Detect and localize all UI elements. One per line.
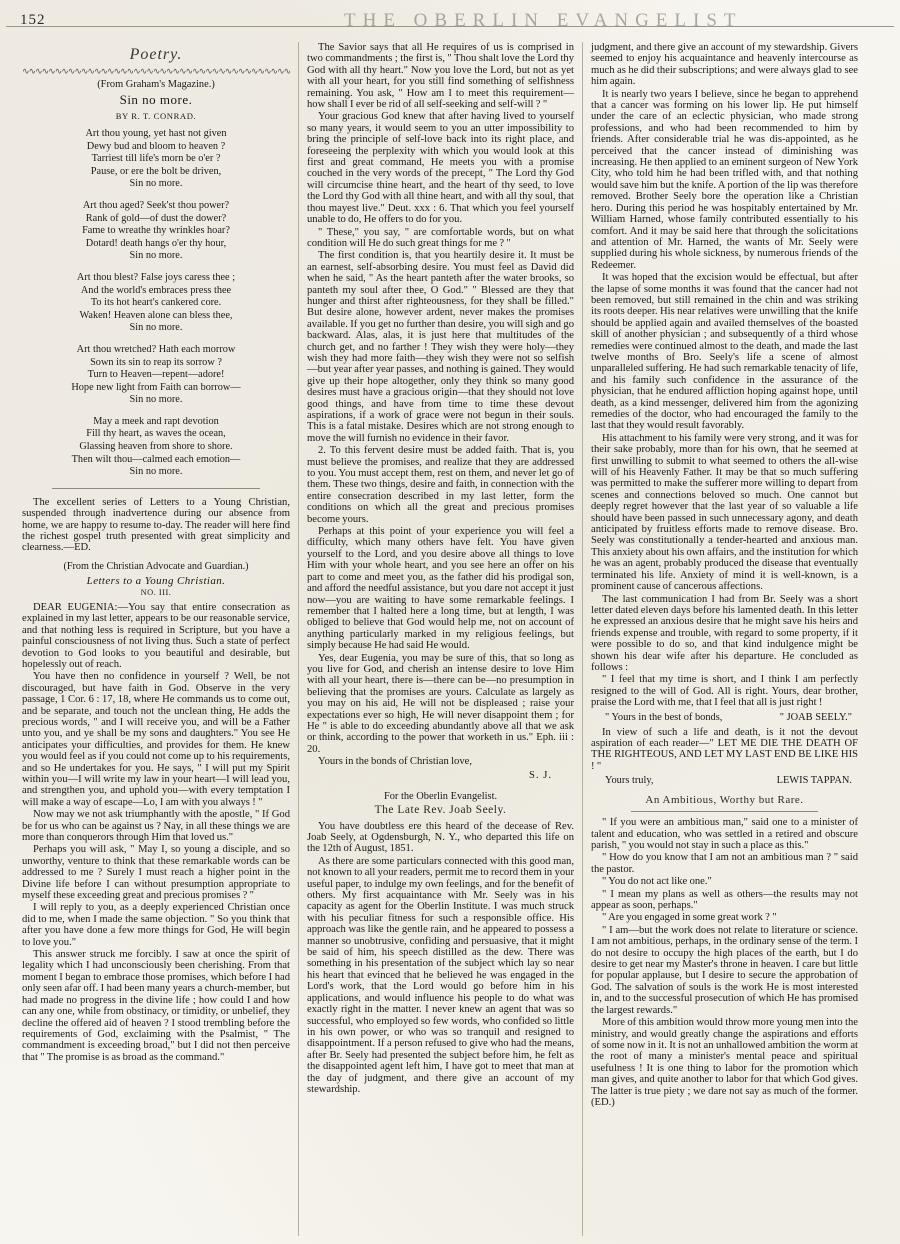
verse-line: Then wilt thou—calmed each emotion— (71, 453, 241, 465)
verse-line: Art thou young, yet hast not given (85, 128, 227, 139)
verse-line: Hope new light from Faith can borrow— (71, 381, 241, 393)
body-paragraph: In view of such a life and death, is it not the devout aspiration of each reader—" LET ME DIE THE DEATH OF THE RIGHTEOUS, AND LET MY LAST END BE LIKE HIS ! " (591, 726, 858, 772)
editorial-note (22, 497, 290, 554)
body-paragraph: DEAR EUGENIA:—You say that entire consecration as explained in my last letter, appears to be our reasonable service, and that nothing less is required in Scripture, but you have a painful consciousness of not living thus. Such a state of perfect devotion to God looks to you beautiful and desirable, but hopelessly out of reach. (22, 601, 290, 670)
verse-line: Sin no more. (129, 394, 183, 406)
letters-source: (From the Christian Advocate and Guardian.) (63, 560, 249, 572)
body-paragraph: Yes, dear Eugenia, you may be sure of this, that so long as you live for God, and cherish an intense desire to love Him with all your heart, there is—there can be—no presumption in believing that the promises are yours. Calculate as largely as you may on his aid, He will not be displeased ; raise your expectations ever so high, He will never disappoint them ; for He " is able to do exceeding abundantly above all that we ask or think, according to the power that worketh in us." Eph. iii : 20. (307, 652, 574, 755)
verse-line: Sin no more. (129, 250, 183, 262)
verse-line: Sin no more. (129, 322, 183, 334)
closing-line: Yours in the bonds of Christian love, (318, 756, 472, 768)
poem-stanza (22, 128, 290, 191)
body-paragraph: You have then no confidence in yourself ? Well, be not discouraged, but have faith in God. Observe in the very passage, 1 Cor. 6 : 17, 18, where He commands us to come out, and be separate, and touch not the unclean thing, He adds the precious words, " and I will receive you, and will be a Father unto you, and ye shall be my sons and daughters." You see He anticipates your difficulties, and provides for them. He knew you would feel as if you could not come up to his requirements, and so He undertakes for you. He says, " I will put my Spirit within you—I will write my law in your heart—I will lead you, and strengthen you, and uphold you—with every temptation I will make a way of escape—Lo, I am with you always ! " (22, 671, 290, 808)
letter-signature-right: " JOAB SEELY." (779, 711, 852, 723)
signature: S. J. (529, 769, 552, 781)
body-paragraph: This answer struck me forcibly. I saw at once the spirit of legality which I had unconsciously been cherishing. From that moment I began to embrace those promises, which before I had only seen afar off. I had been many years a church-member, but had made no progress in the divine life ; how could I and how can any one, while from obstinacy, or timidity, or unbelief, they decline the offered aid of heaven ? I stood trembling before the requirements of God, exclaiming with the Psalmist, " The commandment is exceeding broad," but I did not then perceive that " The promise is as broad as the command." (22, 949, 290, 1063)
columns-container (14, 42, 886, 1236)
page-number: 152 (20, 12, 46, 28)
body-paragraph: " If you were an ambitious man," said one to a minister of talent and education, who was settled in a retired and obscure parish, " you would not stay in such a place as this." (591, 817, 858, 851)
verse-line: Art thou aged? Seek'st thou power? (82, 199, 230, 211)
letters-number: NO. III. (140, 587, 172, 597)
verse-line: Sin no more. (129, 466, 183, 478)
masthead (14, 10, 886, 36)
body-paragraph: " You do not act like one." (602, 876, 712, 888)
verse-line: Sin no more. (129, 178, 183, 190)
editorial-note-text: The excellent series of Letters to a Young Christian, suspended through inadvertence during our absence from home, we are happy to resume to-day. The reader will here find the richest gospel truth presented with great simplicity and clearness.—ED. (22, 496, 290, 554)
poem-stanza (22, 200, 290, 263)
verse-line: Art thou wretched? Hath each morrow (76, 343, 236, 355)
verse-line: Dotard! death hangs o'er thy hour, (85, 237, 227, 249)
letter-signature-left: " Yours in the best of bonds, (605, 711, 723, 723)
for-the-paper-line: For the Oberlin Evangelist. (383, 790, 498, 802)
body-paragraph: " These," you say, " are comfortable words, but on what condition will He do such great things for me ? " (307, 226, 574, 249)
poem-stanza (22, 344, 290, 407)
verse-line: Fame to wreathe thy wrinkles hoar? (82, 225, 230, 237)
body-paragraph: Your gracious God knew that after having lived to yourself so many years, it would seem to you an utter impossibility to bring the principle of self-love back into its right place, and foreseeing the perplexity with which you would look at this first and great command, He meets you with a promise couched in the very words of the precept, " The Lord thy God will circumcise thine heart, and the heart of thy seed, to love the Lord thy God with all thine heart, and with all thy soul, that thou mayest live." Deut. xxx : 6. That which you feel yourself unable to do, He offers to do for you. (307, 111, 574, 226)
column-3 (582, 42, 866, 1236)
letters-title: Letters to a Young Christian. (86, 574, 226, 587)
verse-line: Waken! Heaven alone can bless thee, (79, 309, 233, 321)
body-paragraph: judgment, and there give an account of my stewardship. Givers seemed to enjoy his acquaintance and heavenly intercourse as much as he did their subscriptions; and were always glad to see him again. (591, 42, 858, 88)
closing-signature-row (605, 775, 852, 786)
column-2 (298, 42, 582, 1236)
obituary-title: The Late Rev. Joab Seely. (374, 803, 507, 816)
body-paragraph: It was hoped that the excision would be effectual, but after the lapse of some months it was found that the cancer had not been removed, but still remained in the chin and was striking its roots deeper. His near relatives were unwilling that the knife should be applied again and availed themselves of the boasted skill of another physician ; and subsequently of a third whose remedies were continued almost to the death, and made the last twelve months of Bro. Seely's life a scene of almost unparalleled suffering. He had such remarkable tenacity of life, and his family such confidence in the assurance of the physician, that he endured affliction hoping against hope, until death, as a kind messenger, delivered him from the agonizing remedies of the doctor, who had encouraged the family to the last that they would result favorably. (591, 272, 858, 432)
verse-line: Art thou blest? False joys caress thee ; (76, 271, 236, 283)
verse-line: To its hot heart's cankered core. (90, 297, 222, 309)
poem-title: Sin no more. (119, 92, 193, 107)
body-paragraph: Perhaps at this point of your experience you will feel a difficulty, which many others have felt. You have given yourself to the Lord, and you desire above all things to love Him with your whole heart, and you see here an offer on his part to come and meet you, as the father did his prodigal son, and afford the needful assistance, but you dare not accept it just now—you are waiting to have some remarkable feelings. I remember that I halted here a long time, but at length, I was obliged to believe that God would help me, not on account of anything particularly marked in my religious feelings, but simply because He had said He would. (307, 526, 574, 652)
poem-stanza (22, 272, 290, 335)
quoted-letter: " I feel that my time is short, and I think I am perfectly resigned to the will of God. All is right. Yours, dear brother, praise the Lord with me, that I feel that all is just right ! (591, 674, 858, 709)
verse-line: Glassing heaven from shore to shore. (79, 441, 233, 453)
poem-stanza (22, 416, 290, 479)
banner-divider (631, 811, 818, 812)
poem-byline: BY R. T. CONRAD. (115, 111, 197, 121)
column-1 (14, 42, 298, 1236)
verse-line: Pause, or ere the bolt be driven, (90, 165, 222, 177)
body-paragraph: The last communication I had from Br. Seely was a short letter dated eleven days before his lamented death. In this letter he expressed an anxious desire that he might save his heirs and friends expense and trouble, with regard to some property, if it were possible to do so, and that kind indulgence might be shown his dear wife after his departure. He concluded as follows : (591, 593, 858, 673)
body-paragraph: 2. To this fervent desire must be added faith. That is, you must believe the promises, and realize that they are addressed to you. You must accept them, rest on them, and never let go of them. These two things, desire and faith, in connection with the entire consecration described in my last letter, form the conditions on which all the great and precious promises become yours. (307, 445, 574, 525)
body-paragraph: You have doubtless ere this heard of the decease of Rev. Joab Seely, at Ogdensburgh, N. Y., who departed this life on the 12th of August, 1851. (307, 820, 574, 855)
ornament-rule: ∿∿∿∿∿∿∿∿∿∿∿∿∿∿∿∿∿∿∿∿∿∿∿∿∿∿∿∿∿∿∿∿∿∿∿∿∿∿∿∿∿ (22, 66, 290, 76)
body-paragraph: " How do you know that I am not an ambitious man ? " said the pastor. (591, 852, 858, 875)
body-paragraph: As there are some particulars connected with this good man, not known to all your readers, permit me to record them in your useful paper, to indulge my own feelings, and for the benefit of others. My first acquaintance with Mr. Seely was in his capacity as agent for the Oberlin Institute. I was much struck with his peculiar fitness for such a responsible office. His approach was like the gentle rain, and he appeared to possess a manner so unobtrusive, confiding and persuasive, that it might be said of him, his speech distilled as the dew. There was something in his presentation of the subject which lay so near his heart that evinced that he believed he was engaged in the Lord's work, that the Lord would go before him in his applications, and would influence his people to do what was exactly right in the matter. I never knew an agent that was so successful, who employed so few words, who confided so little in his own power, or who was so tranquil and resigned to disappointment. If a person refused to give who had the means, after Br. Seely had presented the subject before him, he felt as the disappointed agent left him, I have got to meet that man at the day of judgment, and there give an account of my stewardship. (307, 855, 574, 1095)
masthead-rule (6, 26, 894, 27)
body-paragraph: More of this ambition would throw more young men into the ministry, and would greatly change the aspirations and efforts of some now in it. It is not an unhallowed ambition the worm at the root of many a minister's mental peace and spiritual usefulness ! It is one thing to labor for the promotion which man gives, and quite another to labor for that which God gives. The latter is true piety ; we dare not say as much of the former. (ED.) (591, 1017, 858, 1108)
masthead-title: THE OBERLIN EVANGELIST (344, 10, 743, 31)
closing-left: Yours truly, (605, 775, 654, 787)
verse-line: Sown its sin to reap its sorrow ? (90, 356, 222, 368)
article-banner-title: An Ambitious, Worthy but Rare. (645, 794, 804, 807)
body-paragraph: It is nearly two years I believe, since he began to apprehend that a cancer was forming on his lower lip. He put himself under the care of an eclectic physician, who made strong professions, and who had been recommended to him by friends. After considerable trial he was dis-appointed, as he perceived that the cancer instead of diminishing was increasing. He then applied to an eminent surgeon of New York City, who told him he had been trifled with, and that nothing would save him but the knife. A portion of the lip was therefore removed. Brother Seely bore the operation like a Christian hero. During this period he was hospitably entertained by Mr. William Harned, whose family contributed essentially to his comfort. And it may be said here that through the solicitations and attention of Mr. Harned, the wants of Mr. Seely were supplied during his whole sickness, by numerous friends of the Redeemer. (591, 88, 858, 271)
verse-line: Tarriest till life's morn be o'er ? (91, 153, 221, 165)
body-paragraph: Now may we not ask triumphantly with the apostle, " If God be for us who can be against us ? Nay, in all these things we are more than conquerors through Him that loved us." (22, 809, 290, 843)
poem-source: (From Graham's Magazine.) (97, 79, 215, 90)
verse-line: May a meek and rapt devotion (93, 415, 219, 427)
body-paragraph: His attachment to his family were very strong, and it was for their sake probably, more than for his own, that he seemed at first unwilling to submit to what seemed to others the all-wise will of his Heavenly Father. It may be that so much suffering was permitted to make the sufferer more willing to depart from scenes and connections beloved so much. One cannot but deeply regret however that the last year of so valuable a life should have been passed in such unnecessary agony, and death anticipated by fruitless efforts made to remove disease. Bro. Seely was constitutionally a tender-hearted and anxious man. This anxiety about his own affairs, and the institution for which he was an agent, probably produced the disease that eventually terminated his life. Anxiety of mind it is well-known, is a prominent cause of cancerous affections. (591, 432, 858, 593)
body-paragraph: Perhaps you will ask, " May I, so young a disciple, and so unworthy, venture to think that these remarkable words can be addressed to me ? Surely I must reach a higher point in the Divine life before I can without presumption appropriate to myself these exceeding great and precious promises ? " (22, 844, 290, 902)
body-paragraph: " I mean my plans as well as others—the results may not appear as soon, perhaps." (591, 888, 858, 912)
verse-line: And the world's embraces press thee (80, 284, 232, 296)
body-paragraph: " I am—but the work does not relate to literature or science. I am not ambitious, perhaps, in the ordinary sense of the term. I do not desire to occupy the high places of the earth, but I do desire to get near my Master's throne in heaven. I care but little for popular applause, but I desire to secure the approbation of God. The salvation of souls is the work He is most interested in, and to the successful prosecution of which He has promised the largest rewards." (591, 924, 858, 1016)
letter-signature-row (605, 712, 852, 723)
body-paragraph: The first condition is, that you heartily desire it. It must be an earnest, self-absorbing desire. You must feel as David did when he said, " As the heart panteth after the water brooks, so panteth my soul after thee, O God." " Blessed are they that hunger and thirst after righteousness, for they shall be filled." But desire alone, however ardent, never makes the promises available. If you get no further than desire, you will sigh and go backward. Alas, alas, it is just here that multitudes of the church get, and no farther ! They wish they were holy—they wish they had more faith—they wish they were not so selfish—but year after year passes, and nothing is gained. They would give up their hope altogether, only they think so many good desires must have a gracious origin—that they should not love good things, and have from time to time these devout aspirations, if a work of grace were not begun in their souls. This is a fatal mistake. Desires which are not strong enough to move the will furnish no evidence in their favor. (307, 250, 574, 444)
verse-line: Fill thy heart, as waves the ocean, (86, 428, 226, 440)
verse-line: Turn to Heaven—repent—adore! (87, 369, 225, 381)
verse-line: Dewy bud and bloom to heaven ? (86, 140, 226, 152)
closing-right: LEWIS TAPPAN. (776, 775, 852, 787)
poetry-heading: Poetry. (129, 46, 183, 63)
verse-line: Rank of gold—of dust the dower? (85, 212, 227, 224)
body-paragraph: I will reply to you, as a deeply experienced Christian once did to me, when I made the same objection. " So you think that after you have done a few more things for God, He will begin to love you." (22, 902, 290, 948)
section-divider (52, 488, 260, 489)
body-paragraph: The Savior says that all He requires of us is comprised in two commandments ; the first is, " Thou shalt love the Lord thy God with all thy heart." Now you love the Lord, but not as yet with all your heart, for you still find something of selfishness remaining. You ask, " How am I to meet this requirement—how shall I ever be rid of all self-seeking and self-will ? " (307, 42, 574, 111)
body-paragraph: " Are you engaged in some great work ? " (602, 912, 777, 924)
